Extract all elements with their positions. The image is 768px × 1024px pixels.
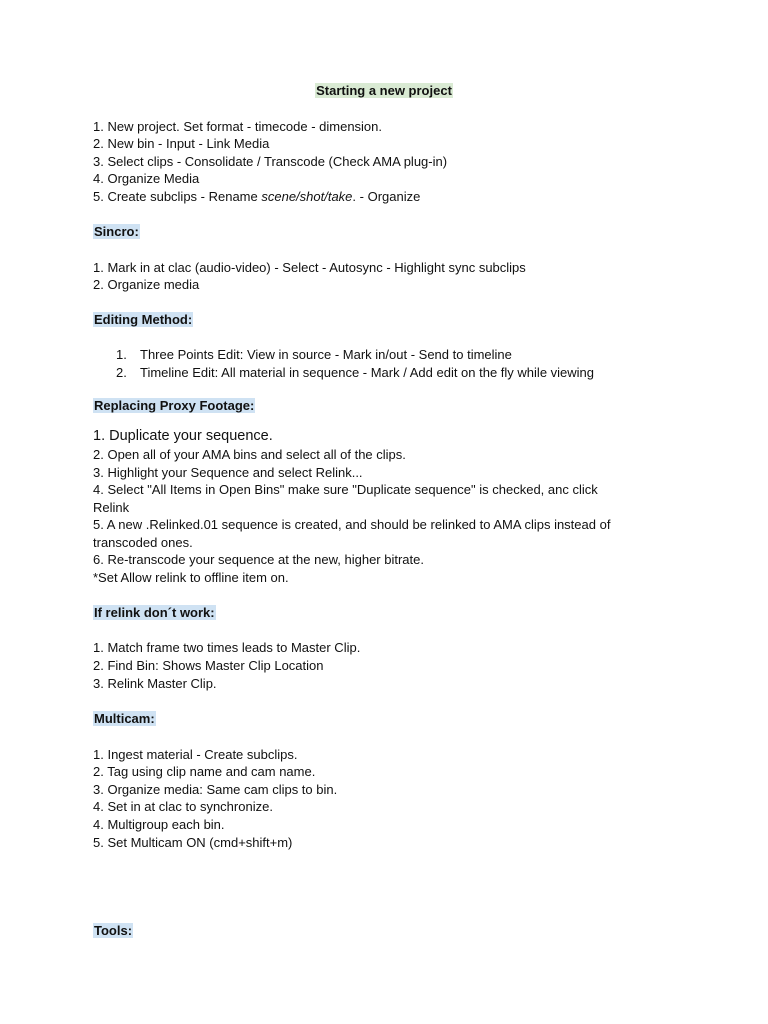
section-heading-text: Editing Method: (94, 312, 193, 327)
proxy-item: 1. Duplicate your sequence. (93, 428, 273, 444)
multicam-item: 5. Set Multicam ON (cmd+shift+m) (93, 835, 293, 850)
multicam-item: 1. Ingest material - Create subclips. (93, 747, 298, 762)
proxy-item: Relink (93, 500, 130, 515)
intro-item: 2. New bin - Input - Link Media (93, 136, 270, 151)
section-heading-multicam (93, 710, 156, 727)
editing-item (116, 364, 594, 381)
intro-item-5-italic: scene/shot/take (261, 189, 353, 204)
section-heading-text: Replacing Proxy Footage: (94, 398, 255, 413)
section-heading-editing-method (93, 311, 193, 328)
proxy-item: 2. Open all of your AMA bins and select all of the clips. (93, 447, 406, 462)
section-heading-text: Multicam: (94, 711, 155, 726)
section-heading-text: Tools: (94, 923, 133, 938)
intro-item-5-suffix: . - Organize (352, 189, 421, 204)
section-heading-text: Sincro: (94, 224, 139, 239)
sincro-item: 2. Organize media (93, 277, 200, 292)
editing-item-number: 1. (116, 347, 127, 362)
multicam-item: 4. Set in at clac to synchronize. (93, 799, 273, 814)
section-heading-text: If relink don´t work: (94, 605, 215, 620)
proxy-item: 5. A new .Relinked.01 sequence is created, and should be relinked to AMA clips instead of (93, 517, 611, 532)
editing-item-text: Three Points Edit: View in source - Mark in/out - Send to timeline (140, 347, 512, 362)
proxy-item: 3. Highlight your Sequence and select Relink... (93, 465, 363, 480)
relink-item: 2. Find Bin: Shows Master Clip Location (93, 658, 324, 673)
proxy-item: *Set Allow relink to offline item on. (93, 570, 289, 585)
section-heading-tools (93, 922, 133, 939)
document-title-line (0, 82, 768, 99)
intro-item: 4. Organize Media (93, 171, 200, 186)
multicam-item: 2. Tag using clip name and cam name. (93, 764, 316, 779)
intro-item: 1. New project. Set format - timecode - dimension. (93, 119, 383, 134)
document-title: Starting a new project (316, 83, 452, 98)
multicam-item: 3. Organize media: Same cam clips to bin. (93, 782, 338, 797)
section-heading-replacing-proxy (93, 397, 255, 414)
intro-item-5-prefix: 5. Create subclips - Rename (93, 189, 262, 204)
editing-item-number: 2. (116, 365, 127, 380)
sincro-item: 1. Mark in at clac (audio-video) - Select - Autosync - Highlight sync subclips (93, 260, 526, 275)
proxy-item: transcoded ones. (93, 535, 193, 550)
intro-item: 3. Select clips - Consolidate / Transcode (Check AMA plug-in) (93, 154, 448, 169)
multicam-item: 4. Multigroup each bin. (93, 817, 225, 832)
proxy-item: 4. Select "All Items in Open Bins" make sure "Duplicate sequence" is checked, anc click (93, 482, 598, 497)
proxy-item: 6. Re-transcode your sequence at the new, higher bitrate. (93, 552, 424, 567)
section-heading-if-relink (93, 604, 216, 621)
editing-item (116, 346, 512, 363)
relink-item: 3. Relink Master Clip. (93, 676, 217, 691)
editing-item-text: Timeline Edit: All material in sequence - Mark / Add edit on the fly while viewing (140, 365, 595, 380)
section-heading-sincro (93, 223, 140, 240)
intro-item-5 (93, 188, 420, 205)
relink-item: 1. Match frame two times leads to Master Clip. (93, 640, 361, 655)
